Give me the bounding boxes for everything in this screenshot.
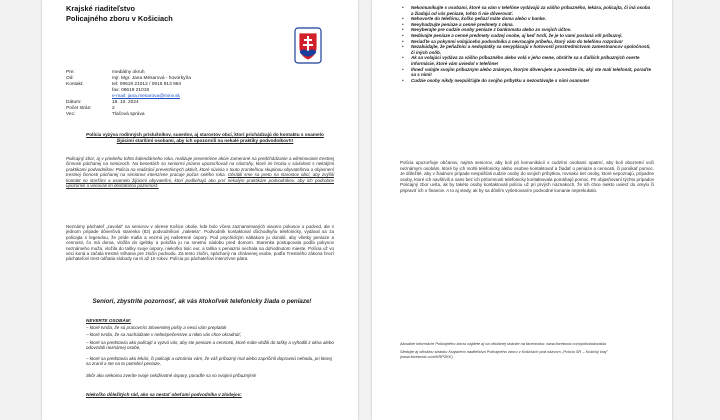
advice-title: NEVERTE OSOBÁM: [86,318,132,323]
tips-list [402,5,652,83]
advice-item: – ktoré sa predstavia ako policajti a vyzvú vás, aby ste peniaze a cennosti, ktoré máte vložili do tašky a vyhodili z okna alebo odovzdali neznámej osobe, [86,340,334,351]
paragraph-advice: Polícia upozorňuje občanov, najmä seniorov, aby boli pri komunikácii s cudzími osobami opatrní, aby boli obozretní voči neznámym osobám, ktoré by ich mohli telefonicky alebo osobne kontaktovať a žiadať o peniaze a cennosti, či ponúkať pomoc. Je dôležité, aby v žiadnom prípade nevpúšťali cudzie osoby do svojich príbytkov, rovnako tieť osoby, ktoré nepoznajú, prípadne osoby, ktoré ich navštívili a sami bez ich prítomnosti telefonicky kontaktovala pomáhajú pomoc. Pri objasňovaní týchto prípadov Policajný zbor uvíta, ak by takéto osoby kontaktovali políciu už pri prvých náznakoch, že ich chce niekto uviesť do omylu či pripraviť ich o financie. A to aj vtedy, ak by sa dôslím vyšetrovaním podvodné konanie neprekukalo. [400,160,654,193]
bullet-icon: • [402,5,404,10]
bullet-icon: • [402,38,404,44]
footnote-facebook: Aktuálne informácie Policajného zboru nájdete aj na oficiálnej stránke na facebooku: www.facebook.com/policiaslovakia [400,341,606,346]
bullet-icon: • [402,21,404,27]
tips-intro: Niekoľko dôležitých rád, ako sa nestať obeťami podvodníka v zlodejov: [86,392,242,397]
tip-item: • Nevyhadzujte peniaze a cenné predmety z okna. [402,21,514,27]
bullet-icon: • [402,66,404,72]
meta-row: Dátum: 18. 10. 2024 [66,100,139,105]
tip-item: • Neriaďte sa pokynmi volajúceho podvodníka a nevracajte príbehu, ktorý vám do telefónu rozpráva! [402,38,623,44]
paragraph-intro: Policajný zbor, aj v priebehu tohto kalendárneho roka, realizuje preventívne akcie zamerané na predchádzanie a eliminovanie trestnej činnosti páchanej na senioroch. Na besedách so seniormi priamo upozorňovali na nástrahy, ktoré im hrozia v súvislosti s nekalými praktikami podvodníkov. Polícia na realizácii preventívnych aktivít, ktoré súvisia s touto zraniteľnou skupinou obyvateľstva a objasnení trestnej činnosti páchanej na seniorovi intenzívne pracuje počas celého roka. Obrátili sme sa preto na starostov obcí, aby zvýšili kontakt so staršími a osamelo žijúcimi obyvateľmi, ktorí podliehajú ako prví nekalým praktikám podvodníkov, aby ich podrobne upozornili a venovali im dostatočnú pozornosť. [66,156,334,189]
tip-item: • Ihneď volajte svojim príbuzným alebo známym, ktorým dôverujete a povedzte im, aký ste mali telefonát, poraďte sa s nimi! [402,66,651,78]
header-line-1: Krajské riaditeľstvo [66,4,135,13]
advice-note: Skôr ako niekomu zveríte svoje celoživotné úspory, poraďte sa so svojimi príbuznými! [86,373,257,378]
bullet-icon: • [402,55,404,61]
tip-item: • Nehovorte do telefónu, koľko peňazí máte doma alebo v banke. [402,16,547,22]
tip-item: • Cudzie osoby nikdy nevpúšťajte do svojho príbytku a nezostávajte s nimi osamote! [402,77,590,83]
bullet-icon: • [402,44,404,50]
meta-row: Vec: Tlačová správa [66,112,145,117]
bullet-icon: • [402,27,404,33]
paragraph-incident: Neznámy páchateľ „zavolal" na seniorov v okrese Košice okolie, kde bolo včera zaznamenaných viacero pokusov o podvod, ale v jednom prípade dôverčivá starenka (82) podvodníkovi „naletela". Podvodník kontaktoval dôchodkyňu telefonicky, vydával sa za policajta s legendou, že príde mafia a vezmú jej našetrené úspory. Pod psychickým nátlakom ju donútil, aby všetky peniaze a cennosti, čo má doma, vložila do igelitky a položila ju na smetnú nádobu pred domom. Starenka postupovala podľa pokynov neznámeho muža, vložila do tašky svoje úspory, niekoľko tisíc eur, a taška s peniazmi nechala na dohodnutom mieste. Polícia už vo veci koná a začala trestné stíhanie pre zločin podvodu. Za tento zločin, spáchaný na chránenej osobe, podľa Trestného zákona hrozí páchateľovi trest odňatia slobody na tri až 10 rokov. Polícia po páchateľovi intenzívne pátra. [66,224,334,262]
police-crest-icon [294,27,322,65]
meta-row: Počet strán: 2 [66,106,115,111]
advice-item: – ktoré tvrdia, že sú pracovníci Slovenskej pošty a nesú vám preplatok [86,325,227,330]
tip-item: • Nekomunikujte s osobami, ktoré sa vám v telefóne vydávajú za vášho príbuzného, lekára, policajta, či iná osoba a žiadajú od vás peniaze, tohto ti nie dôverovať. [402,5,651,16]
bullet-icon: • [402,32,404,38]
meta-row: fax: 09619 21019 [112,88,150,93]
advice-item: – ktoré tvrdia, že sa nachádzate v nebezpečenstve a nikto vás chce okradnúť, [86,332,242,337]
tip-item: • Ak sa volajúci vydáva za vášho príbuzného alebo volá v jeho mene, obráťte sa a ďalších príbuzných overte informácie, ktoré vám uviedol v telefóne! [402,55,640,66]
tip-item: • Nevyberajte pre cudzie osoby peniaze z bankomatu alebo zo svojich účtov. [402,27,572,33]
press-headline: Polícia vyzýva rodinných príslušníkov, susedov, aj starostov obcí, ktorí prichádzajú do kontaktu s osamelo žijúcimi staršími osobami, aby ich upozornili na nekalé praktiky podvodníkov!!! [86,132,324,143]
footnote-regional-facebook: Sledujte aj oficiálnu stránku Krajského riaditeľstva Policajného zboru v Košiciach pod názvom „Polícia SR – Košický kraj" (www.facebook.com/KRPZKE) [400,349,608,359]
advice-item: – ktoré sa predstavia ako lekári, či policajti a oznámia vám, že váš príbuzný mal alebo zapríčinil dopravnú nehodu, pri ktorej sa zranil a ste na to potrební peniaze, [86,356,332,367]
meta-row: Od: mjr. Mgr. Jana Mésarová - hovorkyňa [66,76,191,81]
meta-row: Pre: mediálny okruh [66,70,145,75]
email-link[interactable]: e-mail: jana.mesarova@minv.sk [112,94,180,99]
bullet-icon: • [402,77,404,83]
tip-item: • Nezabúdajte, že peňažníci a nedoplatky sa nevyplácajú v hotovosti prostredníctvom zamestnancov spoločnosti, či iných osôb. [402,44,651,55]
metadata-block [66,70,191,118]
header-line-2: Policajného zboru v Košiciach [66,14,173,23]
meta-row: Kontakt: tel: 09619 21012 / 0915 913 994 [66,82,182,87]
warning-callout: Seniori, zbystrite pozornosť, ak vás ktokoľvek telefonicky žiada o peniaze! [92,298,312,305]
tip-item: • Nedávajte peniaze a cenné predmety cudzej osobe, aj keď tvrdí, že je to vami poslaná vôl príbuzný. [402,32,623,38]
document-page-1 [42,0,358,420]
document-page-2 [372,0,672,420]
bullet-icon: • [402,16,404,22]
